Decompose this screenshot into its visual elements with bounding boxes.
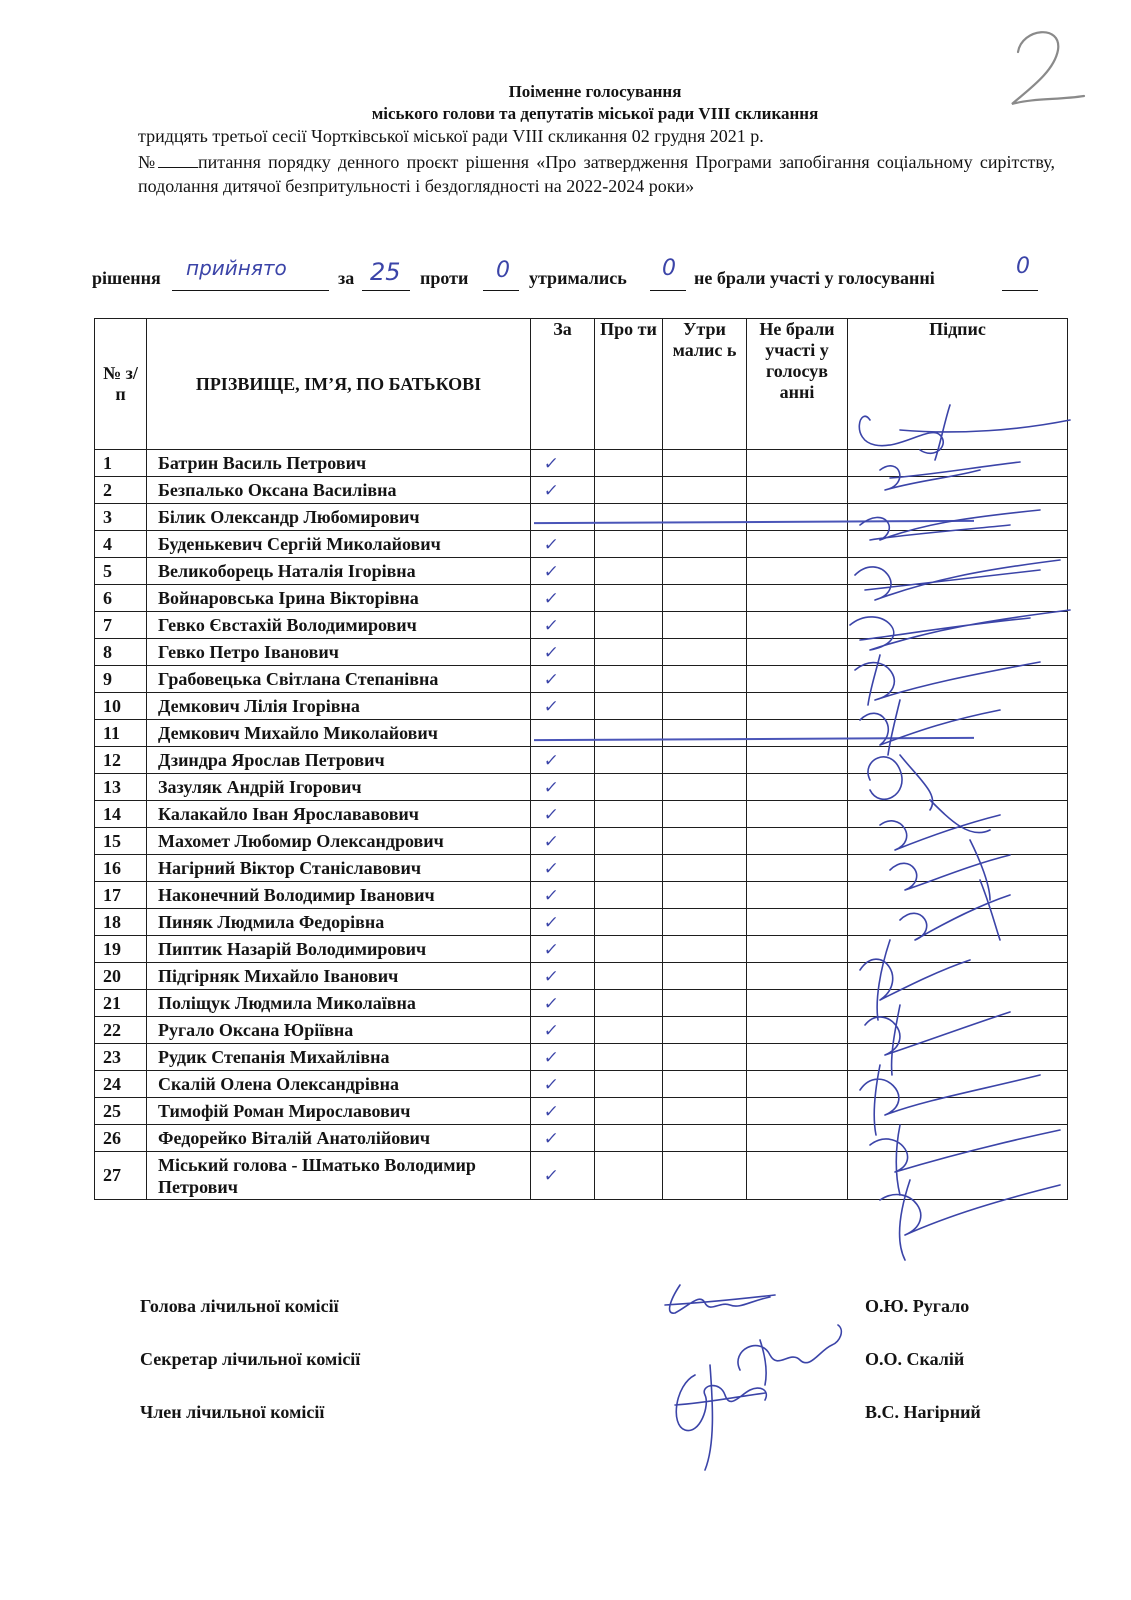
vote-abstained-cell [663, 504, 747, 531]
signature-cell [848, 855, 1068, 882]
vote-abstained-cell [663, 828, 747, 855]
vote-for-cell [531, 612, 595, 639]
row-num: 15 [95, 828, 147, 855]
vote-against-cell [595, 1125, 663, 1152]
table-row [95, 666, 1068, 693]
signature-cell [848, 828, 1068, 855]
vote-abstained-cell [663, 666, 747, 693]
table-row [95, 828, 1068, 855]
vote-abstained-cell [663, 990, 747, 1017]
row-num: 9 [95, 666, 147, 693]
table-row [95, 450, 1068, 477]
signature-cell [848, 774, 1068, 801]
table-row [95, 720, 1068, 747]
signature-cell [848, 963, 1068, 990]
not-voted-value: 0 [1016, 254, 1030, 279]
vote-for-cell [531, 963, 595, 990]
vote-for-mark: ✓ [542, 1047, 560, 1068]
vote-abstained-cell [663, 801, 747, 828]
vote-for-mark: ✓ [542, 750, 560, 771]
signature-cell [848, 1017, 1068, 1044]
signature-cell [848, 801, 1068, 828]
vote-against-cell [595, 477, 663, 504]
row-name: Тимофій Роман Мирославович [147, 1098, 531, 1125]
row-name: Білик Олександр Любомирович [147, 504, 531, 531]
header-num: № з/п [95, 319, 147, 450]
row-num: 22 [95, 1017, 147, 1044]
vote-not-voted-cell [747, 1071, 848, 1098]
agenda-prefix: № [138, 152, 158, 172]
vote-abstained-cell [663, 882, 747, 909]
vote-not-voted-cell [747, 666, 848, 693]
vote-for-cell [531, 936, 595, 963]
signature-cell [848, 693, 1068, 720]
row-name: Підгірняк Михайло Іванович [147, 963, 531, 990]
vote-not-voted-cell [747, 477, 848, 504]
vote-for-cell [531, 1044, 595, 1071]
table-row [95, 612, 1068, 639]
vote-abstained-cell [663, 774, 747, 801]
vote-against-cell [595, 1152, 663, 1200]
row-name: Наконечний Володимир Іванович [147, 882, 531, 909]
row-num: 6 [95, 585, 147, 612]
vote-not-voted-cell [747, 747, 848, 774]
row-num: 3 [95, 504, 147, 531]
row-name: Міський голова - Шматько Володимир Петрович [147, 1152, 531, 1200]
row-name: Рудик Степанія Михайлівна [147, 1044, 531, 1071]
vote-for-mark: ✓ [542, 615, 560, 636]
signature-cell [848, 936, 1068, 963]
vote-not-voted-cell [747, 720, 848, 747]
vote-abstained-cell [663, 450, 747, 477]
vote-not-voted-cell [747, 882, 848, 909]
vote-not-voted-cell [747, 828, 848, 855]
vote-for-mark: ✓ [542, 1101, 560, 1122]
row-name: Нагірний Віктор Станіславович [147, 855, 531, 882]
table-row [95, 1152, 1068, 1200]
table-row [95, 801, 1068, 828]
vote-against-cell [595, 1017, 663, 1044]
row-num: 20 [95, 963, 147, 990]
header-against: Про ти [595, 319, 663, 450]
row-name: Зазуляк Андрій Ігорович [147, 774, 531, 801]
table-row [95, 504, 1068, 531]
vote-not-voted-cell [747, 1044, 848, 1071]
vote-for-mark: ✓ [542, 1166, 560, 1186]
signature-cell [848, 1152, 1068, 1200]
row-num: 4 [95, 531, 147, 558]
vote-for-cell [531, 801, 595, 828]
vote-for-mark: ✓ [542, 642, 560, 663]
vote-for-cell [531, 1017, 595, 1044]
vote-for-cell [531, 1098, 595, 1125]
vote-for-cell [531, 1125, 595, 1152]
row-num: 10 [95, 693, 147, 720]
session-line: тридцять третьої сесії Чортківської міської ради VIII скликання 02 грудня 2021 р. [138, 126, 764, 146]
not-voted-label: не брали участі у голосуванні [694, 268, 935, 288]
table-row [95, 1017, 1068, 1044]
counting-commission-chair-name: О.Ю. Ругало [865, 1296, 970, 1316]
counting-commission-member-name: В.С. Нагірний [865, 1402, 981, 1422]
row-num: 12 [95, 747, 147, 774]
row-name: Грабовецька Світлана Степанівна [147, 666, 531, 693]
signature-cell [848, 558, 1068, 585]
vote-not-voted-cell [747, 936, 848, 963]
vote-for-cell [531, 693, 595, 720]
vote-against-cell [595, 504, 663, 531]
vote-against-cell [595, 693, 663, 720]
vote-not-voted-cell [747, 1098, 848, 1125]
table-row [95, 585, 1068, 612]
row-name: Демкович Михайло Миколайович [147, 720, 531, 747]
vote-for-cell [531, 1071, 595, 1098]
signature-cell [848, 1044, 1068, 1071]
row-name: Федорейко Віталій Анатолійович [147, 1125, 531, 1152]
row-num: 14 [95, 801, 147, 828]
vote-for-mark: ✓ [542, 561, 560, 582]
for-label: за [338, 268, 355, 288]
row-name: Дзиндра Ярослав Петрович [147, 747, 531, 774]
vote-abstained-cell [663, 936, 747, 963]
vote-not-voted-cell [747, 585, 848, 612]
table-row [95, 855, 1068, 882]
vote-for-mark: ✓ [542, 885, 560, 906]
vote-not-voted-cell [747, 531, 848, 558]
signature-cell [848, 531, 1068, 558]
vote-against-cell [595, 936, 663, 963]
vote-against-cell [595, 720, 663, 747]
table-row [95, 1044, 1068, 1071]
agenda-number-blank [158, 153, 198, 168]
row-name: Пиптик Назарій Володимирович [147, 936, 531, 963]
vote-abstained-cell [663, 531, 747, 558]
row-num: 5 [95, 558, 147, 585]
vote-not-voted-cell [747, 504, 848, 531]
row-name: Пиняк Людмила Федорівна [147, 909, 531, 936]
for-value: 25 [370, 258, 401, 286]
vote-abstained-cell [663, 1152, 747, 1200]
vote-against-cell [595, 828, 663, 855]
signature-cell [848, 450, 1068, 477]
document-title: Поіменне голосування [508, 82, 682, 101]
vote-for-cell [531, 909, 595, 936]
row-name: Махомет Любомир Олександрович [147, 828, 531, 855]
secretary-signature [720, 1320, 850, 1390]
row-name: Ругало Оксана Юріївна [147, 1017, 531, 1044]
vote-abstained-cell [663, 1044, 747, 1071]
decision-label: рішення [92, 268, 161, 288]
header-not-voted: Не брали участі у голосув анні [747, 319, 848, 450]
table-row [95, 1071, 1068, 1098]
row-num: 24 [95, 1071, 147, 1098]
header-name: ПРІЗВИЩЕ, ІМ’Я, ПО БАТЬКОВІ [147, 319, 531, 450]
vote-against-cell [595, 801, 663, 828]
vote-abstained-cell [663, 1017, 747, 1044]
vote-against-cell [595, 909, 663, 936]
signature-cell [848, 1098, 1068, 1125]
row-num: 23 [95, 1044, 147, 1071]
vote-for-cell [531, 747, 595, 774]
signature-cell [848, 612, 1068, 639]
vote-against-cell [595, 990, 663, 1017]
vote-for-mark: ✓ [542, 939, 560, 960]
row-num: 18 [95, 909, 147, 936]
table-row [95, 558, 1068, 585]
row-name: Батрин Василь Петрович [147, 450, 531, 477]
vote-not-voted-cell [747, 990, 848, 1017]
vote-for-mark: ✓ [542, 453, 560, 474]
vote-abstained-cell [663, 1098, 747, 1125]
table-row [95, 477, 1068, 504]
vote-for-cell [531, 882, 595, 909]
agenda-text: питання порядку денного проєкт рішення «Про затвердження Програми запобігання соціальному сирітству, подолання дитячої безпритульності і бездоглядності на 2022-2024 роки» [138, 152, 1055, 196]
row-name: Безпалько Оксана Василівна [147, 477, 531, 504]
table-row [95, 909, 1068, 936]
table-row [95, 1125, 1068, 1152]
vote-not-voted-cell [747, 450, 848, 477]
row-num: 19 [95, 936, 147, 963]
row-name: Буденькевич Сергій Миколайович [147, 531, 531, 558]
table-row [95, 774, 1068, 801]
row-num: 16 [95, 855, 147, 882]
not-voted-blank [1002, 290, 1038, 291]
signature-cell [848, 666, 1068, 693]
vote-for-mark: ✓ [542, 534, 560, 555]
vote-against-cell [595, 1071, 663, 1098]
vote-not-voted-cell [747, 963, 848, 990]
vote-for-cell [531, 1152, 595, 1200]
vote-for-mark: ✓ [542, 831, 560, 852]
signature-cell [848, 720, 1068, 747]
vote-for-mark: ✓ [542, 1128, 560, 1149]
vote-not-voted-cell [747, 801, 848, 828]
vote-not-voted-cell [747, 855, 848, 882]
signature-cell [848, 990, 1068, 1017]
vote-against-cell [595, 558, 663, 585]
vote-for-mark: ✓ [542, 777, 560, 798]
vote-for-mark: ✓ [542, 804, 560, 825]
signature-cell [848, 477, 1068, 504]
table-row [95, 882, 1068, 909]
vote-not-voted-cell [747, 639, 848, 666]
vote-for-mark: ✓ [542, 858, 560, 879]
vote-abstained-cell [663, 855, 747, 882]
vote-against-cell [595, 639, 663, 666]
vote-abstained-cell [663, 558, 747, 585]
row-num: 11 [95, 720, 147, 747]
vote-against-cell [595, 1098, 663, 1125]
counting-commission-secretary-label: Секретар лічильної комісії [140, 1349, 361, 1369]
row-name: Гевко Євстахій Володимирович [147, 612, 531, 639]
row-num: 8 [95, 639, 147, 666]
vote-abstained-cell [663, 585, 747, 612]
vote-for-mark: ✓ [542, 669, 560, 690]
vote-abstained-cell [663, 612, 747, 639]
vote-for-cell [531, 639, 595, 666]
row-name: Калакайло Іван Ярослававович [147, 801, 531, 828]
vote-for-mark: ✓ [542, 1020, 560, 1041]
vote-for-cell [531, 720, 595, 747]
table-body [95, 450, 1068, 1200]
vote-for-cell [531, 531, 595, 558]
vote-not-voted-cell [747, 1017, 848, 1044]
table-row [95, 936, 1068, 963]
vote-abstained-cell [663, 1071, 747, 1098]
signature-cell [848, 504, 1068, 531]
vote-against-cell [595, 585, 663, 612]
agenda-item [138, 151, 1055, 198]
vote-against-cell [595, 774, 663, 801]
table-row [95, 1098, 1068, 1125]
row-name: Поліщук Людмила Миколаївна [147, 990, 531, 1017]
counting-commission-secretary-name: О.О. Скалій [865, 1349, 965, 1369]
vote-against-cell [595, 612, 663, 639]
vote-for-cell [531, 666, 595, 693]
document-subtitle: міського голови та депутатів міської ради VIII скликання [371, 104, 819, 123]
vote-against-cell [595, 963, 663, 990]
counting-commission-member-label: Член лічильної комісії [140, 1402, 325, 1422]
signature-cell [848, 909, 1068, 936]
vote-not-voted-cell [747, 612, 848, 639]
vote-for-mark: ✓ [542, 912, 560, 933]
vote-against-cell [595, 531, 663, 558]
member-signature [665, 1355, 775, 1475]
against-label: проти [420, 268, 469, 288]
row-num: 25 [95, 1098, 147, 1125]
abstained-value: 0 [662, 256, 676, 281]
roll-call-table [94, 318, 1068, 1200]
vote-for-cell [531, 855, 595, 882]
row-name: Великоборець Наталія Ігорівна [147, 558, 531, 585]
vote-for-cell [531, 585, 595, 612]
header-abstained: Утри малис ь [663, 319, 747, 450]
counting-commission-chair-label: Голова лічильної комісії [140, 1296, 339, 1316]
vote-not-voted-cell [747, 1125, 848, 1152]
vote-for-cell [531, 450, 595, 477]
vote-for-cell [531, 990, 595, 1017]
vote-against-cell [595, 882, 663, 909]
table-header-row [95, 319, 1068, 450]
against-blank [483, 290, 519, 291]
vote-abstained-cell [663, 1125, 747, 1152]
vote-not-voted-cell [747, 909, 848, 936]
table-row [95, 531, 1068, 558]
vote-for-mark: ✓ [542, 480, 560, 501]
vote-not-voted-cell [747, 693, 848, 720]
chair-signature [660, 1275, 780, 1325]
vote-abstained-cell [663, 747, 747, 774]
row-name: Скалій Олена Олександрівна [147, 1071, 531, 1098]
vote-result-line [92, 254, 1052, 294]
signature-cell [848, 1071, 1068, 1098]
row-name: Гевко Петро Іванович [147, 639, 531, 666]
table-row [95, 747, 1068, 774]
vote-abstained-cell [663, 693, 747, 720]
for-blank [362, 290, 410, 291]
vote-for-mark: ✓ [542, 966, 560, 987]
vote-against-cell [595, 666, 663, 693]
table-row [95, 963, 1068, 990]
row-num: 13 [95, 774, 147, 801]
abstained-blank [650, 290, 686, 291]
table-row [95, 990, 1068, 1017]
vote-abstained-cell [663, 720, 747, 747]
row-num: 7 [95, 612, 147, 639]
vote-for-cell [531, 504, 595, 531]
vote-not-voted-cell [747, 558, 848, 585]
vote-not-voted-cell [747, 1152, 848, 1200]
row-name: Войнаровська Ірина Вікторівна [147, 585, 531, 612]
decision-blank [172, 290, 329, 291]
table-row [95, 639, 1068, 666]
signature-cell [848, 747, 1068, 774]
vote-against-cell [595, 855, 663, 882]
vote-for-mark: ✓ [542, 696, 560, 717]
header-signature: Підпис [848, 319, 1068, 450]
vote-for-cell [531, 477, 595, 504]
row-num: 1 [95, 450, 147, 477]
vote-for-mark: ✓ [542, 993, 560, 1014]
abstained-label: утримались [529, 268, 627, 288]
vote-abstained-cell [663, 909, 747, 936]
vote-for-cell [531, 558, 595, 585]
vote-not-voted-cell [747, 774, 848, 801]
vote-against-cell [595, 450, 663, 477]
signature-cell [848, 585, 1068, 612]
row-name: Демкович Лілія Ігорівна [147, 693, 531, 720]
vote-against-cell [595, 1044, 663, 1071]
vote-abstained-cell [663, 477, 747, 504]
vote-abstained-cell [663, 639, 747, 666]
vote-for-mark: ✓ [542, 588, 560, 609]
row-num: 27 [95, 1152, 147, 1200]
decision-value: прийнято [186, 256, 287, 280]
signature-cell [848, 882, 1068, 909]
signature-cell [848, 639, 1068, 666]
signature-cell [848, 1125, 1068, 1152]
vote-for-cell [531, 828, 595, 855]
header-for: За [531, 319, 595, 450]
row-num: 2 [95, 477, 147, 504]
table-row [95, 693, 1068, 720]
row-num: 26 [95, 1125, 147, 1152]
vote-for-cell [531, 774, 595, 801]
row-num: 17 [95, 882, 147, 909]
vote-for-mark: ✓ [542, 1074, 560, 1095]
row-num: 21 [95, 990, 147, 1017]
against-value: 0 [496, 258, 510, 283]
vote-against-cell [595, 747, 663, 774]
vote-abstained-cell [663, 963, 747, 990]
